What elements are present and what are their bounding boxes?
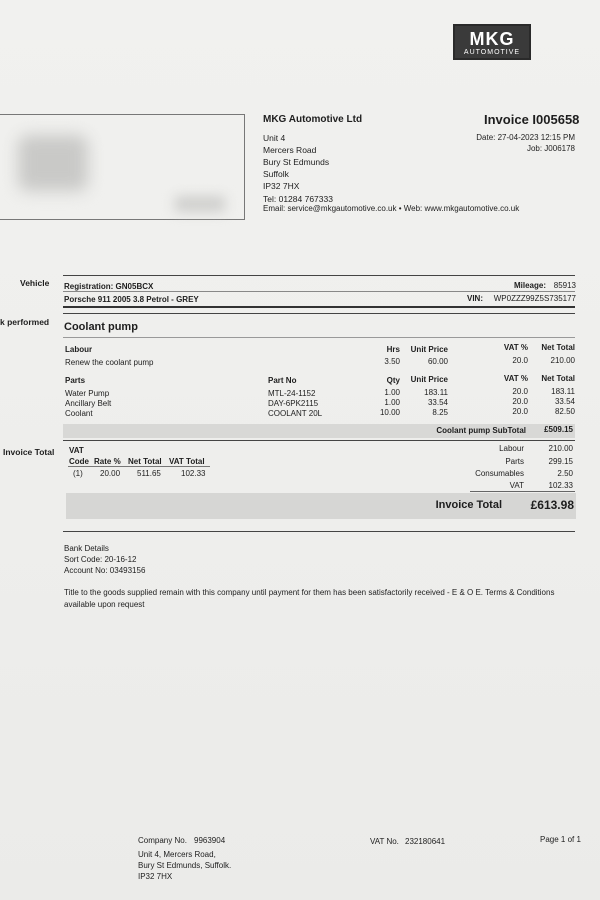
vat-percent-header: VAT % [503, 343, 528, 352]
part-number: DAY-6PK2115 [268, 399, 319, 408]
labour-net: 210.00 [550, 356, 575, 365]
divider [470, 491, 575, 492]
subtotal-label: Coolant pump SubTotal [436, 426, 526, 435]
company-address-line: Suffolk [263, 169, 289, 179]
vat-code-header: Code [69, 457, 89, 466]
footer-address-line: Bury St Edmunds, Suffolk. [138, 861, 232, 870]
part-unit-price: 8.25 [432, 408, 448, 417]
invoice-title: Invoice I005658 [484, 112, 580, 127]
part-number: MTL-24-1152 [268, 389, 316, 398]
vat-table-title: VAT [69, 446, 84, 455]
divider [63, 306, 575, 308]
totals-labour: 210.00 [548, 444, 573, 453]
invoice-job: Job: J006178 [526, 144, 575, 153]
divider [63, 275, 575, 276]
part-vat: 20.0 [512, 387, 528, 396]
part-qty: 10.00 [379, 408, 400, 417]
part-name: Ancillary Belt [65, 399, 112, 408]
vat-no-label: VAT No. [370, 837, 399, 846]
totals-parts-label: Parts [505, 457, 524, 466]
vehicle-label: Vehicle [20, 278, 50, 288]
totals-vat: 102.33 [548, 481, 573, 490]
totals-labour-label: Labour [499, 444, 524, 453]
vat-rate: 20.00 [100, 469, 121, 478]
redacted-address [18, 135, 88, 191]
mkg-logo [453, 24, 531, 60]
net-total-header: Net Total [541, 374, 575, 383]
part-vat: 20.0 [512, 397, 528, 406]
bank-sort-code: Sort Code: 20-16-12 [64, 555, 137, 564]
vehicle-description: Porsche 911 2005 3.8 Petrol - GREY [64, 295, 199, 304]
footer-address-line: Unit 4, Mercers Road, [138, 850, 216, 859]
part-net: 33.54 [554, 397, 575, 406]
divider [68, 466, 210, 467]
part-no-header: Part No [268, 376, 297, 385]
divider [63, 531, 575, 532]
totals-consumables-label: Consumables [475, 469, 524, 478]
company-no: 9963904 [194, 836, 226, 845]
vehicle-registration: Registration: GN05BCX [64, 282, 154, 291]
part-qty: 1.00 [384, 388, 400, 397]
unit-price-header: Unit Price [410, 345, 448, 354]
invoice-total-value: £613.98 [530, 498, 574, 512]
company-tel: Tel: 01284 767333 [263, 194, 333, 204]
logo-subtext: AUTOMOTIVE [463, 49, 521, 56]
labour-description: Renew the coolant pump [65, 358, 154, 367]
company-address-line: Unit 4 [263, 133, 286, 143]
company-contact: Email: service@mkgautomotive.co.uk • Web: www.mkgautomotive.co.uk [263, 204, 520, 213]
part-net: 82.50 [554, 407, 575, 416]
vin-label: VIN: [467, 294, 483, 303]
terms-text: Title to the goods supplied remain with this company until payment for them has been satisfactorily received - E & O E. Terms & Conditions available upon request [64, 588, 555, 609]
divider [63, 337, 575, 338]
totals-vat-label: VAT [509, 481, 524, 490]
logo-text: MKG [469, 29, 515, 49]
labour-vat: 20.0 [512, 356, 528, 365]
company-address-line: Bury St Edmunds [263, 157, 330, 167]
invoice-total-label: Invoice Total [3, 447, 55, 457]
vat-no: 232180641 [405, 837, 446, 846]
work-performed-label: k performed [0, 317, 50, 327]
vat-total: 102.33 [181, 469, 206, 478]
redacted-address-line [175, 196, 225, 212]
labour-hrs: 3.50 [384, 357, 400, 366]
totals-consumables: 2.50 [557, 469, 573, 478]
qty-header: Qty [386, 376, 400, 385]
part-name: Water Pump [65, 389, 110, 398]
invoice-date: Date: 27-04-2023 12:15 PM [476, 133, 575, 142]
net-total-header: Net Total [541, 343, 575, 352]
divider [63, 291, 575, 292]
hrs-header: Hrs [386, 345, 400, 354]
part-unit-price: 33.54 [427, 398, 448, 407]
part-net: 183.11 [551, 387, 575, 396]
part-name: Coolant [65, 409, 93, 418]
labour-header: Labour [65, 345, 93, 354]
mileage-value: 85913 [553, 281, 576, 290]
vat-code: (1) [73, 469, 83, 478]
divider [63, 313, 575, 314]
vat-net-header: Net Total [128, 457, 162, 466]
work-title: Coolant pump [64, 321, 138, 333]
company-name: MKG Automotive Ltd [263, 114, 363, 125]
vat-percent-header: VAT % [503, 374, 528, 383]
vat-total-header: VAT Total [169, 457, 205, 466]
invoice-total-label-text: Invoice Total [435, 499, 502, 511]
bank-details-title: Bank Details [64, 544, 109, 553]
footer-address-line: IP32 7HX [138, 872, 173, 881]
vin-value: WP0ZZZ99Z5S735177 [493, 294, 576, 303]
parts-header: Parts [65, 376, 86, 385]
part-qty: 1.00 [384, 398, 400, 407]
divider [63, 440, 575, 441]
bank-account: Account No: 03493156 [64, 566, 146, 575]
company-address-line: Mercers Road [263, 145, 317, 155]
unit-price-header: Unit Price [410, 375, 448, 384]
part-vat: 20.0 [512, 407, 528, 416]
mileage-label: Mileage: [514, 281, 547, 290]
part-unit-price: 183.11 [424, 388, 448, 397]
vat-net: 511.65 [137, 469, 161, 478]
company-no-label: Company No. [138, 836, 187, 845]
labour-unit-price: 60.00 [427, 357, 448, 366]
page-number: Page 1 of 1 [540, 835, 581, 844]
company-address-line: IP32 7HX [263, 181, 300, 191]
vat-rate-header: Rate % [94, 457, 121, 466]
subtotal-value: £509.15 [544, 425, 573, 434]
totals-parts: 299.15 [548, 457, 573, 466]
part-number: COOLANT 20L [268, 409, 323, 418]
